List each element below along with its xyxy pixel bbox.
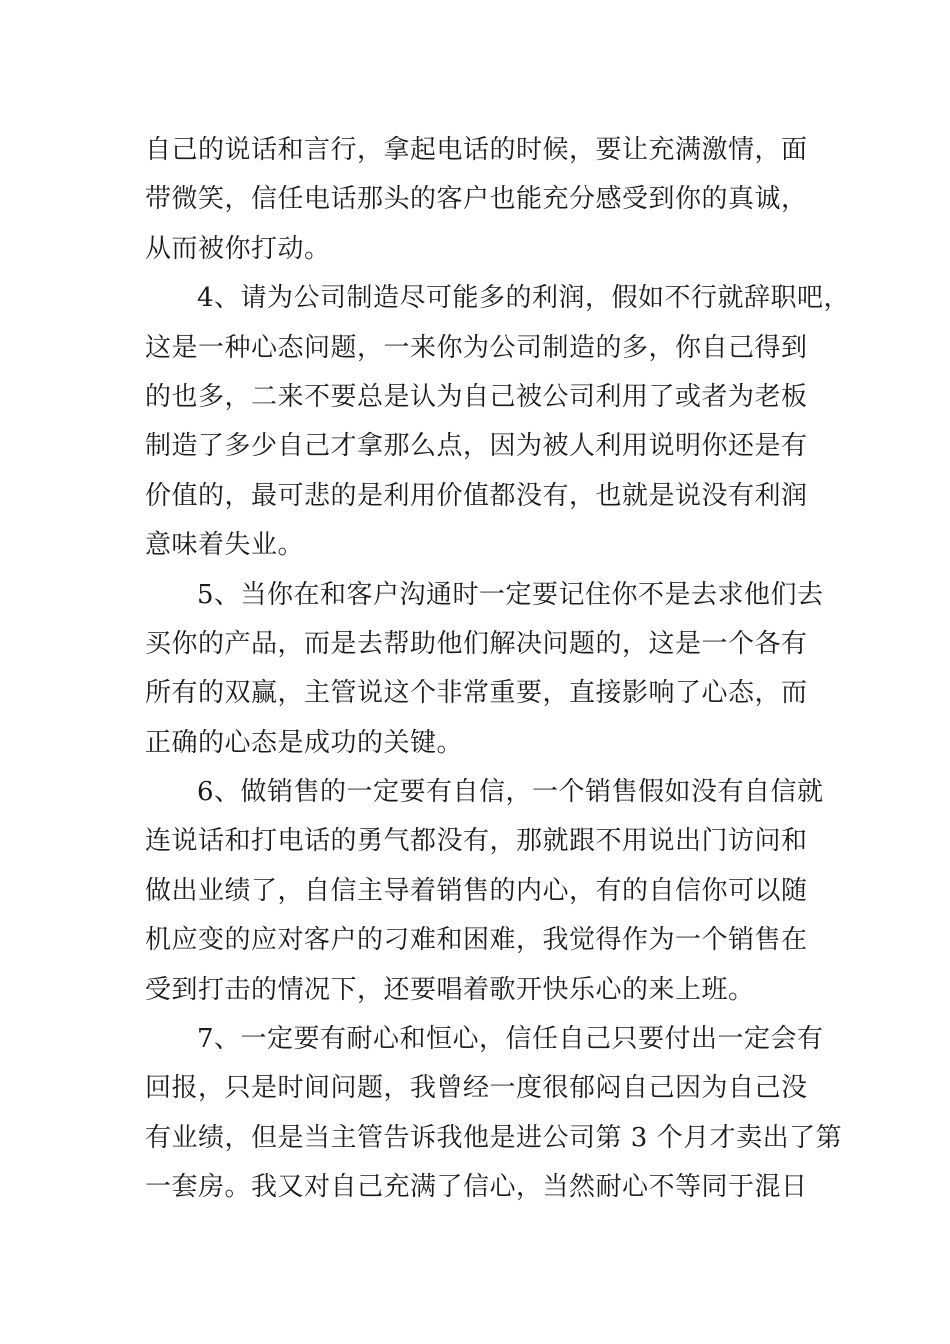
text-line: 制造了多少自己才拿那么点，因为被人利用说明你还是有 bbox=[145, 431, 808, 462]
text-line: 这是一种心态问题，一来你为公司制造的多，你自己得到 bbox=[145, 332, 808, 363]
text-line: 机应变的应对客户的刁难和困难，我觉得作为一个销售在 bbox=[145, 925, 808, 956]
text-line: 从而被你打动。 bbox=[145, 233, 331, 264]
text-line: 有业绩，但是当主管告诉我他是进公司第 3 个月才卖出了第 bbox=[145, 1122, 843, 1153]
text-line: 6、做销售的一定要有自信，一个销售假如没有自信就 bbox=[197, 777, 824, 808]
text-line: 所有的双赢，主管说这个非常重要，直接影响了心态，而 bbox=[145, 678, 808, 709]
text-line: 意味着失业。 bbox=[145, 530, 305, 561]
text-line: 正确的心态是成功的关键。 bbox=[145, 727, 464, 758]
text-line: 连说话和打电话的勇气都没有，那就跟不用说出门访问和 bbox=[145, 826, 808, 857]
text-line: 自己的说话和言行，拿起电话的时候，要让充满激情，面 bbox=[145, 135, 808, 165]
text-line: 回报，只是时间问题，我曾经一度很郁闷自己因为自己没 bbox=[145, 1073, 808, 1104]
text-line: 买你的产品，而是去帮助他们解决问题的，这是一个各有 bbox=[145, 628, 808, 659]
text-line: 带微笑，信任电话那头的客户也能充分感受到你的真诚， bbox=[145, 184, 808, 215]
text-line: 价值的，最可悲的是利用价值都没有，也就是说没有利润 bbox=[145, 480, 808, 511]
text-line: 一套房。我又对自己充满了信心，当然耐心不等同于混日 bbox=[145, 1172, 808, 1203]
text-line: 4、请为公司制造尽可能多的利润，假如不行就辞职吧， bbox=[197, 283, 851, 314]
text-line: 5、当你在和客户沟通时一定要记住你不是去求他们去 bbox=[197, 579, 824, 610]
body-text bbox=[145, 126, 851, 1213]
text-line: 做出业绩了，自信主导着销售的内心，有的自信你可以随 bbox=[145, 875, 808, 906]
text-line: 的也多，二来不要总是认为自己被公司利用了或者为老板 bbox=[145, 381, 808, 412]
text-line: 受到打击的情况下，还要唱着歌开快乐心的来上班。 bbox=[145, 974, 755, 1005]
text-line: 7、一定要有耐心和恒心，信任自己只要付出一定会有 bbox=[197, 1024, 824, 1055]
